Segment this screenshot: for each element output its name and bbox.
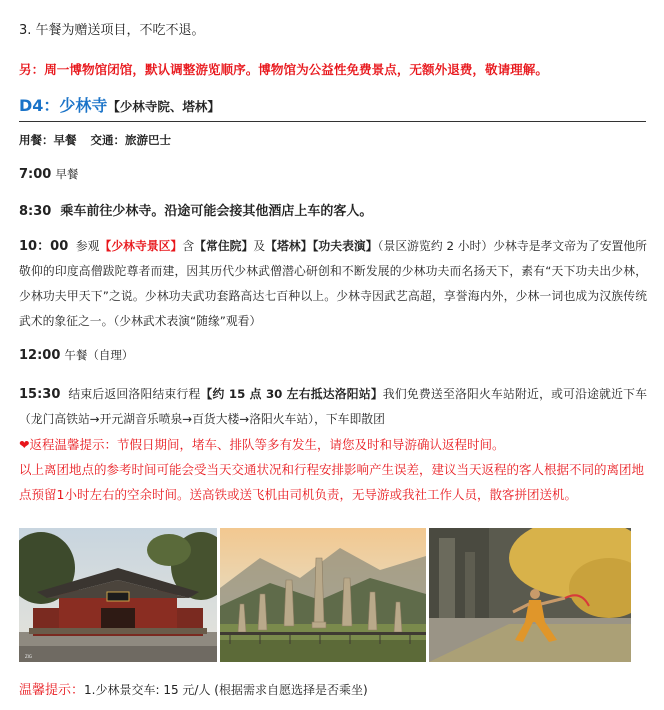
- meals-transport: [19, 131, 171, 149]
- schedule-item-shaolin: [19, 234, 647, 334]
- highlight-changzhu: 【常住院】: [194, 239, 254, 253]
- highlight-kungfu-show: 【功夫表演】: [312, 239, 378, 253]
- shaolin-monk-image: [429, 528, 631, 662]
- meal-label: 用餐：早餐: [19, 133, 77, 147]
- departure-tip: 以上离团地点的参考时间可能会受当天交通状况和行程安排影响产生误差，建议当天返程的客人根据不同的离团地点预留1小时左右的空余时间。送高铁或送飞机由司机负责，无导游或我社工作人员，散客拼团送机。: [19, 462, 645, 502]
- svg-text:ZIG: ZIG: [25, 654, 33, 659]
- schedule-mid1: 含: [182, 239, 195, 253]
- return-tip: ❤返程温馨提示：节假日期间，堵车、排队等多有发生，请您及时和导游确认返程时间。: [19, 437, 505, 452]
- day-title: [19, 94, 220, 119]
- schedule-text: 午餐（自理）: [64, 348, 134, 362]
- day-label: D4：少林寺: [19, 96, 108, 115]
- schedule-mid2: 及: [253, 239, 266, 253]
- lunch-note: 3. 午餐为赠送项目，不吃不退。: [19, 23, 205, 38]
- bottom-tip-label: 温馨提示：: [19, 683, 85, 698]
- schedule-time: 12:00: [19, 348, 61, 363]
- transport-label: 交通：旅游巴士: [90, 133, 171, 147]
- schedule-text: 乘车前往少林寺。沿途可能会接其他酒店上车的客人。: [60, 204, 373, 219]
- schedule-item: [19, 203, 372, 221]
- highlight-shaolin-scenic: 【少林寺景区】: [99, 239, 183, 253]
- highlight-arrival: 【约 15 点 30 左右抵达洛阳站】: [200, 387, 383, 401]
- schedule-time: 7:00: [19, 167, 52, 182]
- schedule-time: 15:30: [19, 387, 61, 402]
- bottom-tip-text: 1.少林景交车: 15 元/人 (根据需求自愿选择是否乘坐): [84, 683, 368, 697]
- monday-warning: 另：周一博物馆闭馆，默认调整游览顺序。博物馆为公益性免费景点，无额外退费，敬请理解。: [19, 62, 548, 77]
- temple-gate-image: [19, 528, 217, 662]
- schedule-item: [19, 346, 133, 365]
- highlight-talin: 【塔林】: [265, 239, 313, 253]
- divider-line: [19, 121, 646, 122]
- schedule-text: 早餐: [55, 167, 79, 181]
- pagoda-forest-image: [220, 528, 426, 662]
- schedule-item-return: [19, 382, 647, 432]
- schedule-pre: 参观: [75, 239, 100, 253]
- bottom-tip: [19, 681, 368, 700]
- day-subtitle: 【少林寺院、塔林】: [107, 99, 220, 114]
- schedule-description: （景区游览约 2 小时）少林寺是孝文帝为了安置他所敬仰的印度高僧跋陀尊者而建，因其历代少林武僧潜心研创和不断发展的少林功夫而名扬天下，素有“天下功夫出少林，少林功夫甲天下”之说。少林功夫武功套路高达七百种以上。少林寺因武艺高超，享誉海内外，少林一词也成为汉族传统武术的象征之一。（少林武术表演“随缘”观看）: [19, 239, 647, 328]
- schedule-text: 结束后返回洛阳结束行程: [68, 387, 201, 401]
- schedule-time: 10：00: [19, 239, 69, 254]
- photo-shaolin-gate: [19, 528, 217, 662]
- photo-pagoda-forest: [220, 528, 426, 662]
- schedule-description: 我们免费送至洛阳火车站附近，或可沿途就近下车（龙门高铁站→开元湖音乐喷泉→百货大楼→洛阳火车站），下车即散团: [19, 387, 647, 426]
- schedule-item: [19, 165, 78, 184]
- schedule-time: 8:30: [19, 204, 52, 219]
- photo-shaolin-monk: [429, 528, 631, 662]
